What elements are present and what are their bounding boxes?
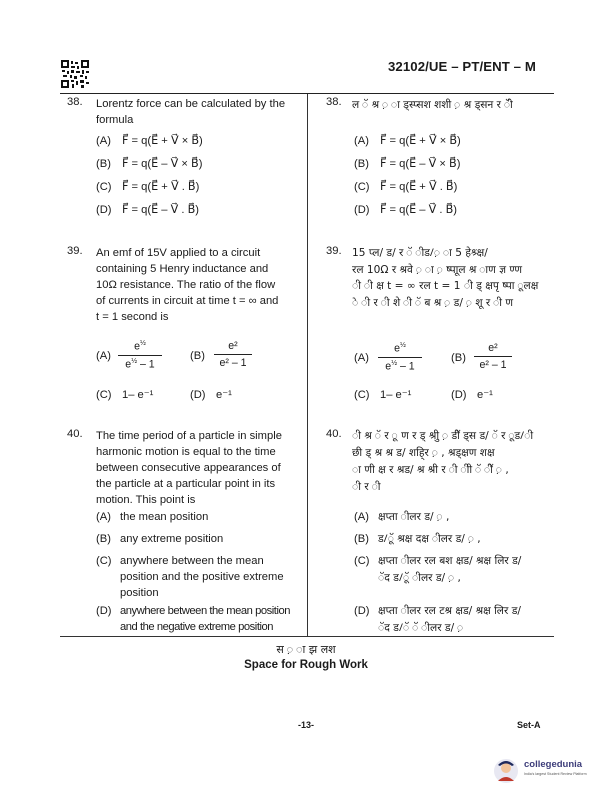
fraction-denominator: e² – 1 <box>479 359 507 371</box>
q39-hindi-option-d[interactable] <box>451 388 493 401</box>
option-letter: (B) <box>354 533 369 545</box>
option-text: 1– e⁻¹ <box>122 389 154 401</box>
option-text-line: ॅद ड/ूॅ ीलर ड/ ़ , <box>378 572 461 584</box>
q40-option-b[interactable] <box>96 531 223 547</box>
option-text: क्षप्ता ीलर ड/ ़ , <box>378 511 450 523</box>
q39-option-d[interactable] <box>190 388 232 401</box>
q40-line: the particle at a particular point in its <box>96 478 276 490</box>
q40-option-d-letter[interactable]: (D) <box>96 605 112 617</box>
q40-hindi-option-b[interactable] <box>354 531 481 547</box>
q38-line2: formula <box>96 114 134 126</box>
q40-hindi-option-d-letter[interactable]: (D) <box>354 605 370 617</box>
q39-hindi-line: रल 10Ω र श्रवे ़ ा ़ ष्पाूल श्र ाण ज्ञ ण्ण <box>352 263 523 276</box>
option-letter: (C) <box>354 181 370 193</box>
option-letter: (B) <box>354 158 369 170</box>
fraction-numerator: e² <box>474 342 512 357</box>
q40-line: motion. This point is <box>96 494 196 506</box>
q39-option-c[interactable] <box>96 388 153 401</box>
option-letter: (A) <box>96 511 111 523</box>
q40-line: The time period of a particle in simple <box>96 430 282 442</box>
q38-number: 38. <box>67 96 83 108</box>
q39-hindi-option-c[interactable] <box>354 388 411 401</box>
page-number: -13- <box>297 720 314 730</box>
fraction-numerator: $e^{\frac{1}{2}}$ <box>378 342 422 358</box>
option-letter: (A) <box>354 511 369 523</box>
q39-hindi-line: 15 प्ल/ ड/ र ॅ ीड/़ ा 5 हेश्र्क्ष/ <box>352 247 488 259</box>
q40-number: 40. <box>67 428 83 440</box>
option-letter: (D) <box>96 204 112 216</box>
q39-hindi-question <box>352 245 552 311</box>
collegedunia-logo-tagline: India's largest Student Review Platform <box>524 772 587 776</box>
option-letter: (D) <box>451 389 467 401</box>
q39-line: containing 5 Henry inductance and <box>96 263 269 275</box>
q40-hindi-line: ी श्र ॅ र ू ण र ड् श्रीु ़ डीॅ ड्स ड/ ॅ र ूड/ी <box>352 430 534 442</box>
q40-hindi-line: ा णी क्ष र श्रड/ श्र श्री र ी ीी ॅ ीॅ ़ , <box>352 464 509 476</box>
q39-hindi-option-a-letter[interactable]: (A) <box>354 352 369 364</box>
rough-work-hindi: स ़ ा झ लश <box>276 643 336 656</box>
q38-option-a[interactable] <box>96 134 203 147</box>
column-divider <box>307 94 308 636</box>
q38-hindi-option-d[interactable] <box>354 203 457 216</box>
q40-hindi-line: ी र ी <box>352 481 381 493</box>
option-text: 1– e⁻¹ <box>380 389 412 401</box>
q39-option-a-fraction <box>118 340 162 370</box>
fraction-denominator: $e^{\frac{1}{2}} - 1$ <box>125 357 155 371</box>
option-text-line: क्षप्ता ीलर रल टश्र क्षड/ श्रक्ष लिर ड/ <box>378 605 521 617</box>
q38-hindi-option-b[interactable] <box>354 157 460 170</box>
q40-hindi-number: 40. <box>326 428 342 440</box>
option-letter: (C) <box>96 181 112 193</box>
option-text: F⃗ = q(E⃗ + V⃗ × B⃗) <box>380 135 461 147</box>
option-text: e⁻¹ <box>477 389 493 401</box>
q40-line: harmonic motion is equal to the time <box>96 446 276 458</box>
rough-work-label: Space for Rough Work <box>244 659 368 671</box>
q40-hindi-option-c-letter[interactable]: (C) <box>354 555 370 567</box>
q40-option-c[interactable] <box>120 553 296 601</box>
q39-hindi-option-a-fraction <box>378 342 422 372</box>
q40-option-c-letter[interactable]: (C) <box>96 555 112 567</box>
option-letter: (A) <box>354 135 369 147</box>
option-text: e⁻¹ <box>216 389 232 401</box>
option-letter: (B) <box>96 533 111 545</box>
q39-hindi-line: े ी र ी शे ी ॅ ब श्र ़ ड/ ़ शू र ी ण <box>352 296 514 309</box>
q39-line: of currents in circuit at time t = ∞ and <box>96 295 279 307</box>
q38-hindi-question: ल ॅ श्र ़ ा ड्स्प्सश शशी ़ श्र ड्सन र ॅी <box>352 99 513 111</box>
q39-number: 39. <box>67 245 83 257</box>
option-text: the mean position <box>120 511 209 523</box>
set-label: Set-A <box>517 720 541 730</box>
q39-option-a-letter[interactable]: (A) <box>96 350 111 362</box>
q40-question <box>96 428 296 508</box>
q40-option-d[interactable] <box>120 603 300 635</box>
q39-line: 10Ω resistance. The ratio of the flow <box>96 279 276 291</box>
option-text: F⃗ = q(E⃗ – V⃗ × B⃗) <box>122 158 203 170</box>
q40-option-a[interactable] <box>96 509 208 525</box>
footer-rule <box>60 636 554 637</box>
q40-line: between consecutive appearances of <box>96 462 281 474</box>
option-text: ड/ूॅ श्रक्ष दक्ष ीलर ड/ ़ , <box>378 533 481 545</box>
option-text: F⃗ = q(E⃗ – V⃗ . B⃗) <box>122 204 200 216</box>
option-text: F⃗ = q(E⃗ + V⃗ × B⃗) <box>122 135 203 147</box>
q38-hindi-number: 38. <box>326 96 342 108</box>
option-text: F⃗ = q(E⃗ – V⃗ . B⃗) <box>380 204 458 216</box>
q39-option-b-fraction <box>214 340 252 369</box>
collegedunia-logo-text: collegedunia <box>524 759 583 770</box>
q39-hindi-option-b-letter[interactable]: (B) <box>451 352 466 364</box>
option-text: F⃗ = q(E⃗ + V⃗ . B⃗) <box>380 181 458 193</box>
option-text: F⃗ = q(E⃗ + V⃗ . B⃗) <box>122 181 200 193</box>
q38-option-c[interactable] <box>96 180 199 193</box>
fraction-denominator: e² – 1 <box>219 357 247 369</box>
option-letter: (D) <box>354 204 370 216</box>
fraction-numerator: e² <box>214 340 252 355</box>
fraction-numerator: $e^{\frac{1}{2}}$ <box>118 340 162 356</box>
q40-hindi-option-d[interactable] <box>378 603 554 637</box>
q40-hindi-question <box>352 428 554 496</box>
q39-question <box>96 245 296 325</box>
q40-hindi-line: छी ड् श्र श्र ड/ शहि्र ़ , श्रड्क्षण शक्ष <box>352 447 495 459</box>
option-text-line: क्षप्ता ीलर रल बश क्षड/ श्रक्ष लिर ड/ <box>378 555 522 567</box>
q39-option-b-letter[interactable]: (B) <box>190 350 205 362</box>
option-letter: (C) <box>96 389 112 401</box>
option-letter: (B) <box>96 158 111 170</box>
q39-hindi-number: 39. <box>326 245 342 257</box>
option-letter: (A) <box>96 135 111 147</box>
q39-line: t = 1 second is <box>96 311 169 323</box>
option-letter: (C) <box>354 389 370 401</box>
exam-code: 32102/UE – PT/ENT – M <box>388 59 536 74</box>
option-text-line: position and the positive extreme <box>120 571 284 583</box>
q39-hindi-option-b-fraction <box>474 342 512 371</box>
q38-hindi-option-c[interactable] <box>354 180 457 193</box>
q40-hindi-option-c[interactable] <box>378 553 554 587</box>
option-text-line: anywhere between the mean <box>120 555 264 567</box>
option-text-line: ॅद ड/ॅ ॅ ीलर ड/ ़ <box>378 622 464 634</box>
q40-hindi-option-a[interactable] <box>354 509 449 525</box>
option-text: F⃗ = q(E⃗ – V⃗ × B⃗) <box>380 158 461 170</box>
option-letter: (D) <box>190 389 206 401</box>
option-text-line: anywhere between the mean position <box>120 605 291 617</box>
q38-option-d[interactable] <box>96 203 199 216</box>
fraction-denominator: $e^{\frac{1}{2}} - 1$ <box>385 359 415 373</box>
q38-line1: Lorentz force can be calculated by the <box>96 98 286 110</box>
q39-line: An emf of 15V applied to a circuit <box>96 247 261 259</box>
qr-code-icon <box>61 60 89 88</box>
q38-option-b[interactable] <box>96 157 202 170</box>
option-text-line: position <box>120 587 159 599</box>
q39-hindi-line: ी ी क्ष t = ∞ रल t = 1 ी ड् क्षपृ ष्पा ूलक्ष <box>352 280 539 292</box>
option-text: any extreme position <box>120 533 224 545</box>
q38-question <box>96 96 296 128</box>
option-text-line: and the negative extreme position <box>120 621 274 633</box>
q38-hindi-option-a[interactable] <box>354 134 461 147</box>
